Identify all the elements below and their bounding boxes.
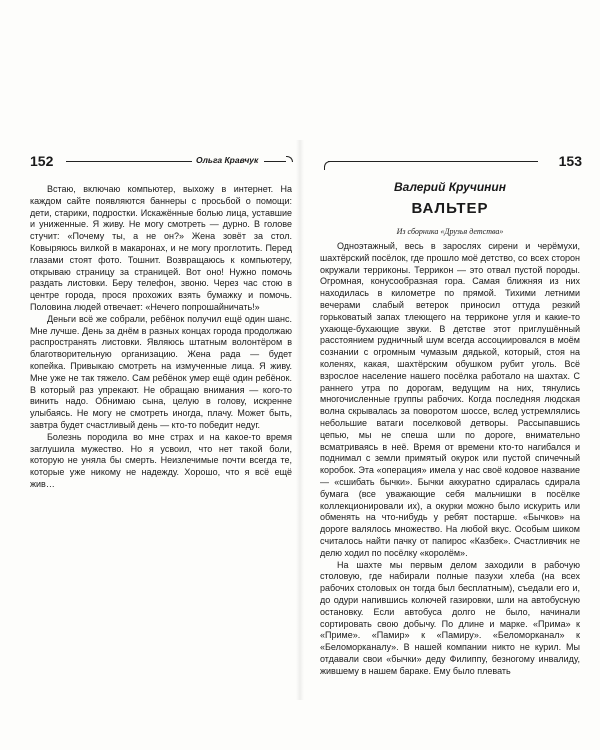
collection-note: Из сборника «Друзья детства»	[396, 227, 504, 236]
paragraph: Встаю, включаю компьютер, выхожу в интернет. На каждом сайте появляются баннеры с просьбой о помощи: дети, старики, подростки. Искажённые болью лица, уставшие и униженные. Я живу. Не могу смотреть — дурно. В голове стучит: «Почему ты, а не он?» Жена зовёт за стол. Ковыряюсь вилкой в макаронах, и не могу проглотить. Перед глазами стоят фото. Тошнит. Возвращаюсь к компьютеру, открываю страницу за страницей. Вот оно! Нужно помочь раздать листовки. Беру телефон, звоню. Через час стою в центре города, прося прохожих взять бумажку и помочь. Половина людей отвечает: «Нечего попрошайничать!»	[30, 184, 292, 312]
right-running-header	[320, 152, 582, 174]
right-page-number: 153	[558, 153, 582, 169]
paragraph: На шахте мы первым делом заходили в рабочую столовую, где набирали полные пазухи хлеба (на всех рабочих столовых он тогда был бесплатным), съедали его и, до одури напившись колючей газировки, шли на автобусную остановку. Если автобуса долго не было, начинали сортировать свою добычу. По длине и марке. «Прима» к «Приме». «Памир» к «Памиру». «Беломорканал» к «Беломорканалу». В нашей компании никто не курил. Мы отдавали свои «бычки» деду Филиппу, безногому инвалиду, жившему в нашем бараке. Ему было плевать	[320, 559, 580, 676]
left-body-text	[30, 184, 292, 491]
paragraph: Болезнь породила во мне страх и на какое-то время заглушила мужество. Но я усвоил, что нет такой боли, которую не уняла бы смерть. Неизлечимые почти всегда те, которые уже никому не надежду. Хорошо, что я всё ещё жив…	[30, 431, 292, 489]
story-title: ВАЛЬТЕР	[411, 200, 489, 217]
header-rule	[66, 161, 192, 162]
ornament-hook	[324, 161, 335, 170]
right-page	[300, 0, 600, 750]
header-rule	[264, 161, 286, 162]
right-body-text	[320, 241, 580, 677]
running-header-author: Ольга Кравчук	[196, 155, 259, 165]
left-page-number: 152	[30, 153, 54, 169]
left-running-header	[30, 152, 292, 174]
paragraph: Одноэтажный, весь в зарослях сирени и черёмухи, шахтёрский посёлок, где прошло моё детство, со всех сторон окружали терриконы. Террикон — это отвал пустой породы. Огромная, конусообразная гора. Самая ближняя из них находилась в километре по прямой. Тихими летними вечерами слабый ветерок приносил оттуда резкий горьковатый запах тлеющего на терриконе угля и какие-то ухающе-бухающие звуки. В детстве этот приглушённый расстоянием рудничный шум всегда ассоциировался в моём сознании с огромным чумазым дядькой, который, стоя на коленях, какая, шахтёрским обушком рубит уголь. Всё взрослое население нашего посёлка работало на шахтах. С раннего утра по дорогам, ведущим на них, тянулись многочисленные группы рабочих. Когда последняя людская волна скрывалась за поворотом шоссе, вслед устремлялись небольшие ватаги поселковой детворы. Рассыпавшись цепью, мы не спеша шли по дороге, внимательно всматриваясь в неё. Время от времени кто-то нагибался и поднимал с земли примятый окурок или пустой спичечный коробок. Эта «операция» имела у нас своё кодовое название — «сшибать бычки». Бычки аккуратно сдиралась сдирала бумага (все уважающие себя мальчишки в посёлке коллекционировали их), а окурки можно было искурить или обменять на что-нибудь у ребят постарше. «Бычков» на дороге валялось множество. На любой вкус. Особым шиком считалось найти пачку от папирос «Казбек». Счастливчик не делю ходил по посёлку «королём».	[320, 241, 580, 558]
paragraph: Деньги всё же собрали, ребёнок получил ещё один шанс. Мне лучше. День за днём в разных концах города продолжаю распространять листовки. Являюсь штатным волонтёром в благотворительную организацию. Жена рада — будет копейка. Привыкаю смотреть на измученные лица. Я живу. Мне уже не так тяжело. Сам ребёнок умер ещё один ребёнок. В который раз упрекают. Не обращаю внимания — кого-то винить надо. Обнимаю сына, целую в голову, искренне улыбаясь. Не могу не смотреть иногда, плачу. Может быть, завтра будет счастливый день — кто-то победит недуг.	[30, 313, 292, 430]
story-author: Валерий Кручинин	[393, 180, 506, 194]
ornament-hook	[286, 156, 293, 162]
header-rule	[328, 161, 538, 162]
